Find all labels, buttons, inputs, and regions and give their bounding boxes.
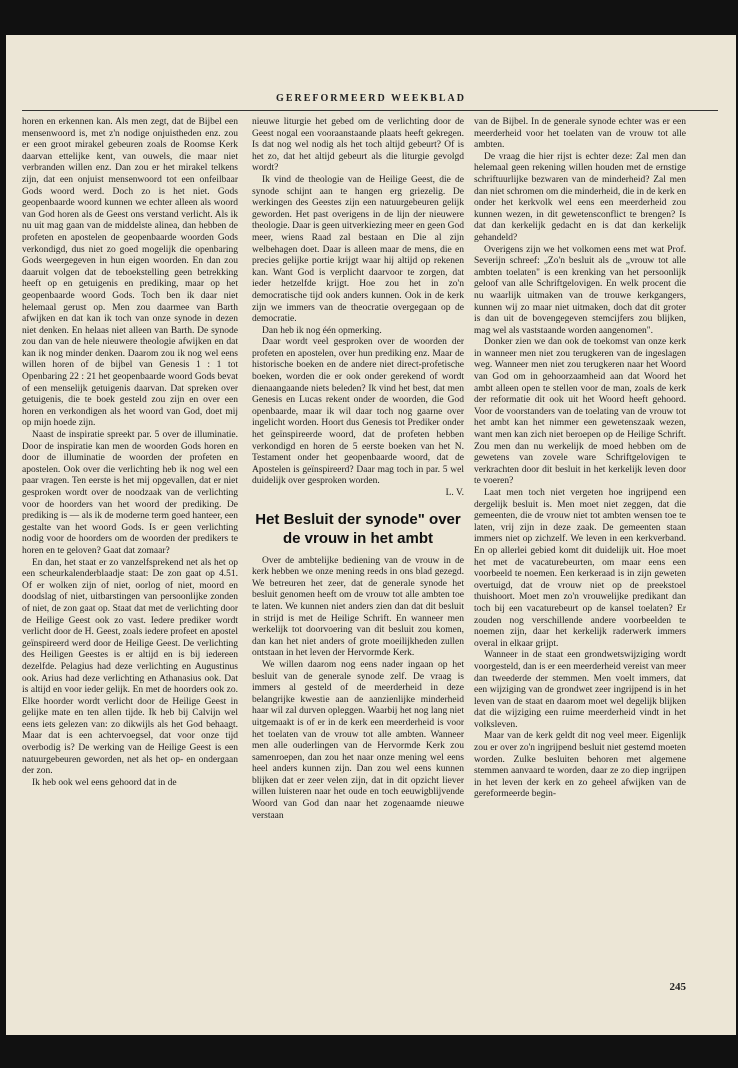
article-heading [252, 510, 464, 548]
paragraph: Daar wordt veel gesproken over de woorden der profeten en apostelen, over hun prediking enz. Maar de historische boeken en de andere niet direct-profetische boeken, worden die er ook onder gerekend of wordt dienaangaande niets beleden? Ik vind het best, dat men Genesis en Lucas rekent onder de woorden, die God openbaarde, maar ik wil daar toch nog gaarne over ingelicht worden. Hoort dus Genesis tot Prediker onder het geïnspireerde woord, dat de profeten hebben verkondigd en horen de 5 eerste boeken van het N. Testament onder het geopenbaarde woord, dat de Apostelen is geïnspireerd? Daar mag toch in par. 5 wel duidelijk over gesproken worden. [252, 337, 464, 487]
column-1 [22, 117, 238, 789]
paragraph: Maar van de kerk geldt dit nog veel meer. Eigenlijk zou er over zo'n ingrijpend besluit niet gestemd moeten worden. Zulke besluiten behoren met algemene stemmen aanvaard te worden, daar ze zo diep ingrijpen in het leven der kerk en zo geheel afwijken van de gereformeerde begin- [474, 731, 686, 800]
paragraph: Dan heb ik nog één opmerking. [262, 325, 382, 336]
magazine-page [6, 35, 736, 1035]
paragraph: Overigens zijn we het volkomen eens met wat Prof. Severijn schreef: „Zo'n besluit als de „vrouw tot alle ambten toelaten" is een krenking van het persoonlijk geloof van alle Schriftgelovigen. En welk procent die nu waarlijk uitmaken van de trouwe kerkgangers, kunnen wij zo maar niet uitmaken, doch dat dit groter is dan uit de bovengegeven stemcijfers zou blijken, mag wel als vaststaande worden aangenomen". [474, 244, 686, 336]
paragraph: Wanneer in de staat een grondwetswijziging wordt voorgesteld, dan is er een meerderheid vereist van meer dan tweederde der stemmen. Men voelt immers, dat een wijziging van de grondwet zeer ingrijpend is in het leven van de staat en daarom moet wel degelijk blijken dat die wijziging een ruime meerderheid vindt in het volksleven. [474, 650, 686, 730]
page-number: 245 [669, 981, 686, 993]
column-2 [252, 117, 464, 822]
paragraph: Naast de inspiratie spreekt par. 5 over de illuminatie. Door de inspiratie kan men de woorden Gods horen en door de illuminatie de woorden der profeten en apostelen. Ook over die verlichting heb ik nog wel een paar vragen. Ten eerste is het mij opgevallen, dat er niet gesproken wordt over de noodzaak van de verlichting voor de hoorders van het woord der prediking. De prediking is — als ik de moderne term goed hanteer, een gestalte van het woord Gods. Is er geen verlichting nodig voor de hoorders om de woorden der predikers te horen en te geloven? Gaat dat zomaar? [22, 430, 238, 556]
paragraph: De vraag die hier rijst is echter deze: Zal men dan helemaal geen rekening willen houden met de ernstige schriftuurlijke bezwaren van de minderheid? Zal men dan niet schromen om die minderheid, die in de kerk en onder het kerkvolk wel eens een meerderheid zou kunnen wezen, in dit gewetensconflict te brengen? Is dat dan kerkelijk gedacht en is dat dan kerkelijk gehandeld? [474, 151, 686, 243]
paragraph: Ik heb ook wel eens gehoord dat in de [32, 777, 177, 788]
paragraph: van de Bijbel. In de generale synode echter was er een meerderheid voor het toelaten van de vrouw tot alle ambten. [474, 117, 686, 151]
article-heading-line-2: de vrouw in het ambt [282, 529, 433, 547]
paragraph: Ik vind de theologie van de Heilige Geest, die de synode schijnt aan te hangen erg griezelig. De werkingen des Geestes zijn een natuurgebeuren gelijk geworden. Het past overigens in de lijn der nieuwere theologie. Daar is geen uitverkiezing meer en geen God meer, wiens Raad zal bestaan en Die al zijn welbehagen doet. Daar is alleen maar de mens, die en precies gelijke portie krijgt waar hij altijd op rekenen kan. Want God is verplicht daarvoor te zorgen, dat ieder hetzelfde krijgt. Hoe zou het in zo'n democratische tijd ook anders kunnen. Ook in de kerk zijn we immers van de theocratie overgegaan op de democratie. [252, 174, 464, 325]
paragraph: Donker zien we dan ook de toekomst van onze kerk in wanneer men niet zou terugkeren van de ingeslagen weg. Wanneer men niet zou terugkeren naar het Woord van God om in gehoorzaamheid aan dat Woord het ambt alleen open te stellen voor de man, zoals de kerk der reformatie dit ook uit het Woord heeft gehoord. Voor de voorstanders van de toelating van de vrouw tot het ambt kan het nimmer een gewetenszaak wezen, want men kan zich niet beroepen op de Heilige Schrift. Zou men dan nu werkelijk de moed hebben om de gewetens van zovele ware Schriftgelovigen te verkrachten door dit besluit in het kerkelijk leven door te voeren? [474, 337, 686, 487]
paragraph: Over de ambtelijke bediening van de vrouw in de kerk hebben we onze mening reeds in ons blad gezegd. We betreuren het zeer, dat de generale synode het besluit genomen heeft om de vrouw tot alle ambten toe te laten. We kunnen niet anders zien dan dat dit besluit in strijd is met de Heilige Schrift. En wanneer men werkelijk tot doorvoering van dit besluit zou komen, dan kan het niet anders of grote moeilijkheden zullen ontstaan in het leven der Hervormde Kerk. [252, 555, 464, 659]
article-heading-line-1: Het Besluit der synode" over [255, 510, 461, 528]
paragraph: horen en erkennen kan. Als men zegt, dat de Bijbel een mensenwoord is, met z'n nodige onjuistheden enz. zou er een groot mirakel gebeuren zoals de Roomse Kerk daarvan ettelijke kent, van ouwels, die maar niet verbranden willen enz. Dan zou er het mirakel telkens zijn, dat een onjuist mensenwoord tot een onfeilbaar Gods woord werd. Doch zo is het niet. Gods geopenbaarde woord kunnen we echter alleen als woord van God horen als de Geest ons verstand verlicht. Als ik nu uit mag gaan van de middelste alinea, dan hebben de profeten en apostelen de geopenbaarde woorden Gods verkondigd, dus niet zo goed mogelijk die openbaring Gods weergegeven in hun eigen woorden. En dan zou daaruit volgen dat de teboekstelling geen betrekking heeft op en getuigenis en prediking, maar op het geopenbaarde woord Gods. Toch ben ik daar niet helemaal gerust op. Men zou daarmee van Barth afwijken en dat kan ik toch van onze synode in dezen niet denken. En helaas niet alleen van Barth. De synode zou dan van de hele nieuwere theologie afwijken en dat kan ik nog minder denken. Daarom zou ik nog wel eens willen horen of de bijbel van Genesis 1 : 1 tot Openbaring 22 : 21 het geopenbaarde woord Gods bevat of een menselijk getuigenis daarvan. Dat spreken over getuigenis, die te boek gesteld zou zijn en over een horen en verkondigen als het woord van God, doet mij op mijn hoede zijn. [22, 117, 238, 429]
header-rule [22, 110, 718, 111]
paragraph: nieuwe liturgie het gebed om de verlichting door de Geest nogal een vooraanstaande plaats heeft gekregen. Is dat nog wel nodig als het toch altijd gebeurt? Of is het zo, dat het altijd gebeurt als die liturgie gevolgd wordt? [252, 117, 464, 174]
paragraph: Laat men toch niet vergeten hoe ingrijpend een dergelijk besluit is. Men moet niet zeggen, dat die gemeenten, die de vrouw niet tot ambten wensen toe te laten, vrij zijn in deze zaak. De gemeenten staan immers niet op zichzelf. We leven in een kerkverband. En op allerlei gebied komt dit duidelijk uit. Hoe moet het met de vacaturebeurten, om maar eens een voorbeeld te noemen. Een kerkeraad is in zijn geweten overtuigd, dat de vrouw niet op de preekstoel thuishoort. Moet men zo'n vrouwelijke predikant dan toch bij een vacaturebeurt op de kansel toelaten? Er zouden nog verschillende andere voorbeelden te noemen zijn, daar het kerkelijk raderwerk immers overal in elkaar grijpt. [474, 488, 686, 649]
running-head: GEREFORMEERD WEEKBLAD [276, 93, 466, 104]
paragraph: We willen daarom nog eens nader ingaan op het besluit van de generale synode zelf. De vraag is immers al gesteld of de meerderheid in deze belangrijke kwestie aan de aanzienlijke minderheid haar wil zal durven opleggen. Waarbij het nog lang niet uitgemaakt is of er in de kerk een meerderheid is voor het toelaten van de vrouw tot alle ambten. Wanneer men alle ouderlingen van de Hervormde Kerk zou samenroepen, dan zou het naar onze mening wel eens heel anders kunnen zijn. Dan zou wel eens kunnen blijken dat er zeer velen zijn, dat in dit opzicht liever willen luisteren naar het oude en toch eeuwigblijvende Woord van God dan naar het zogenaamde nieuwe verstaan [252, 659, 464, 821]
column-3 [474, 117, 686, 801]
paragraph: En dan, het staat er zo vanzelfsprekend net als het op een scheurkalenderblaadje staat: De zon gaat op 4.51. Of er wolken zijn of niet, oorlog of niet, moord en doodslag of niet, uitbarstingen van persoonlijke zonden of niet, de zon gaat op. Staat dat met de verlichting door de Heilige Geest ook zo vast. Iedere prediker wordt verlicht door de H. Geest, zoals iedere profeet en apostel geïnspireerd werd door de Heilige Geest. De verlichting des Heiligen Geestes is er altijd en is bij iedereen dezelfde. Pelagius had deze verlichting en Augustinus ook. Arius had deze verlichting en Athanasius ook. Dat is altijd en voor ieder gelijk. En met de hoorders ook zo. Elke hoorder wordt verlicht door de Heilige Geest in gelijke mate en ten allen tijde. Ik heb bij Calvijn wel eens iets gelezen van: zo dikwijls als het God behaagt. Maar dat is een achtervoegsel, dat voor onze tijd overbodig is? De werking van de Heilige Geest is een natuurgebeuren geworden, net als het op- en ondergaan der zon. [22, 557, 238, 777]
author-signature: L. V. [445, 488, 464, 498]
